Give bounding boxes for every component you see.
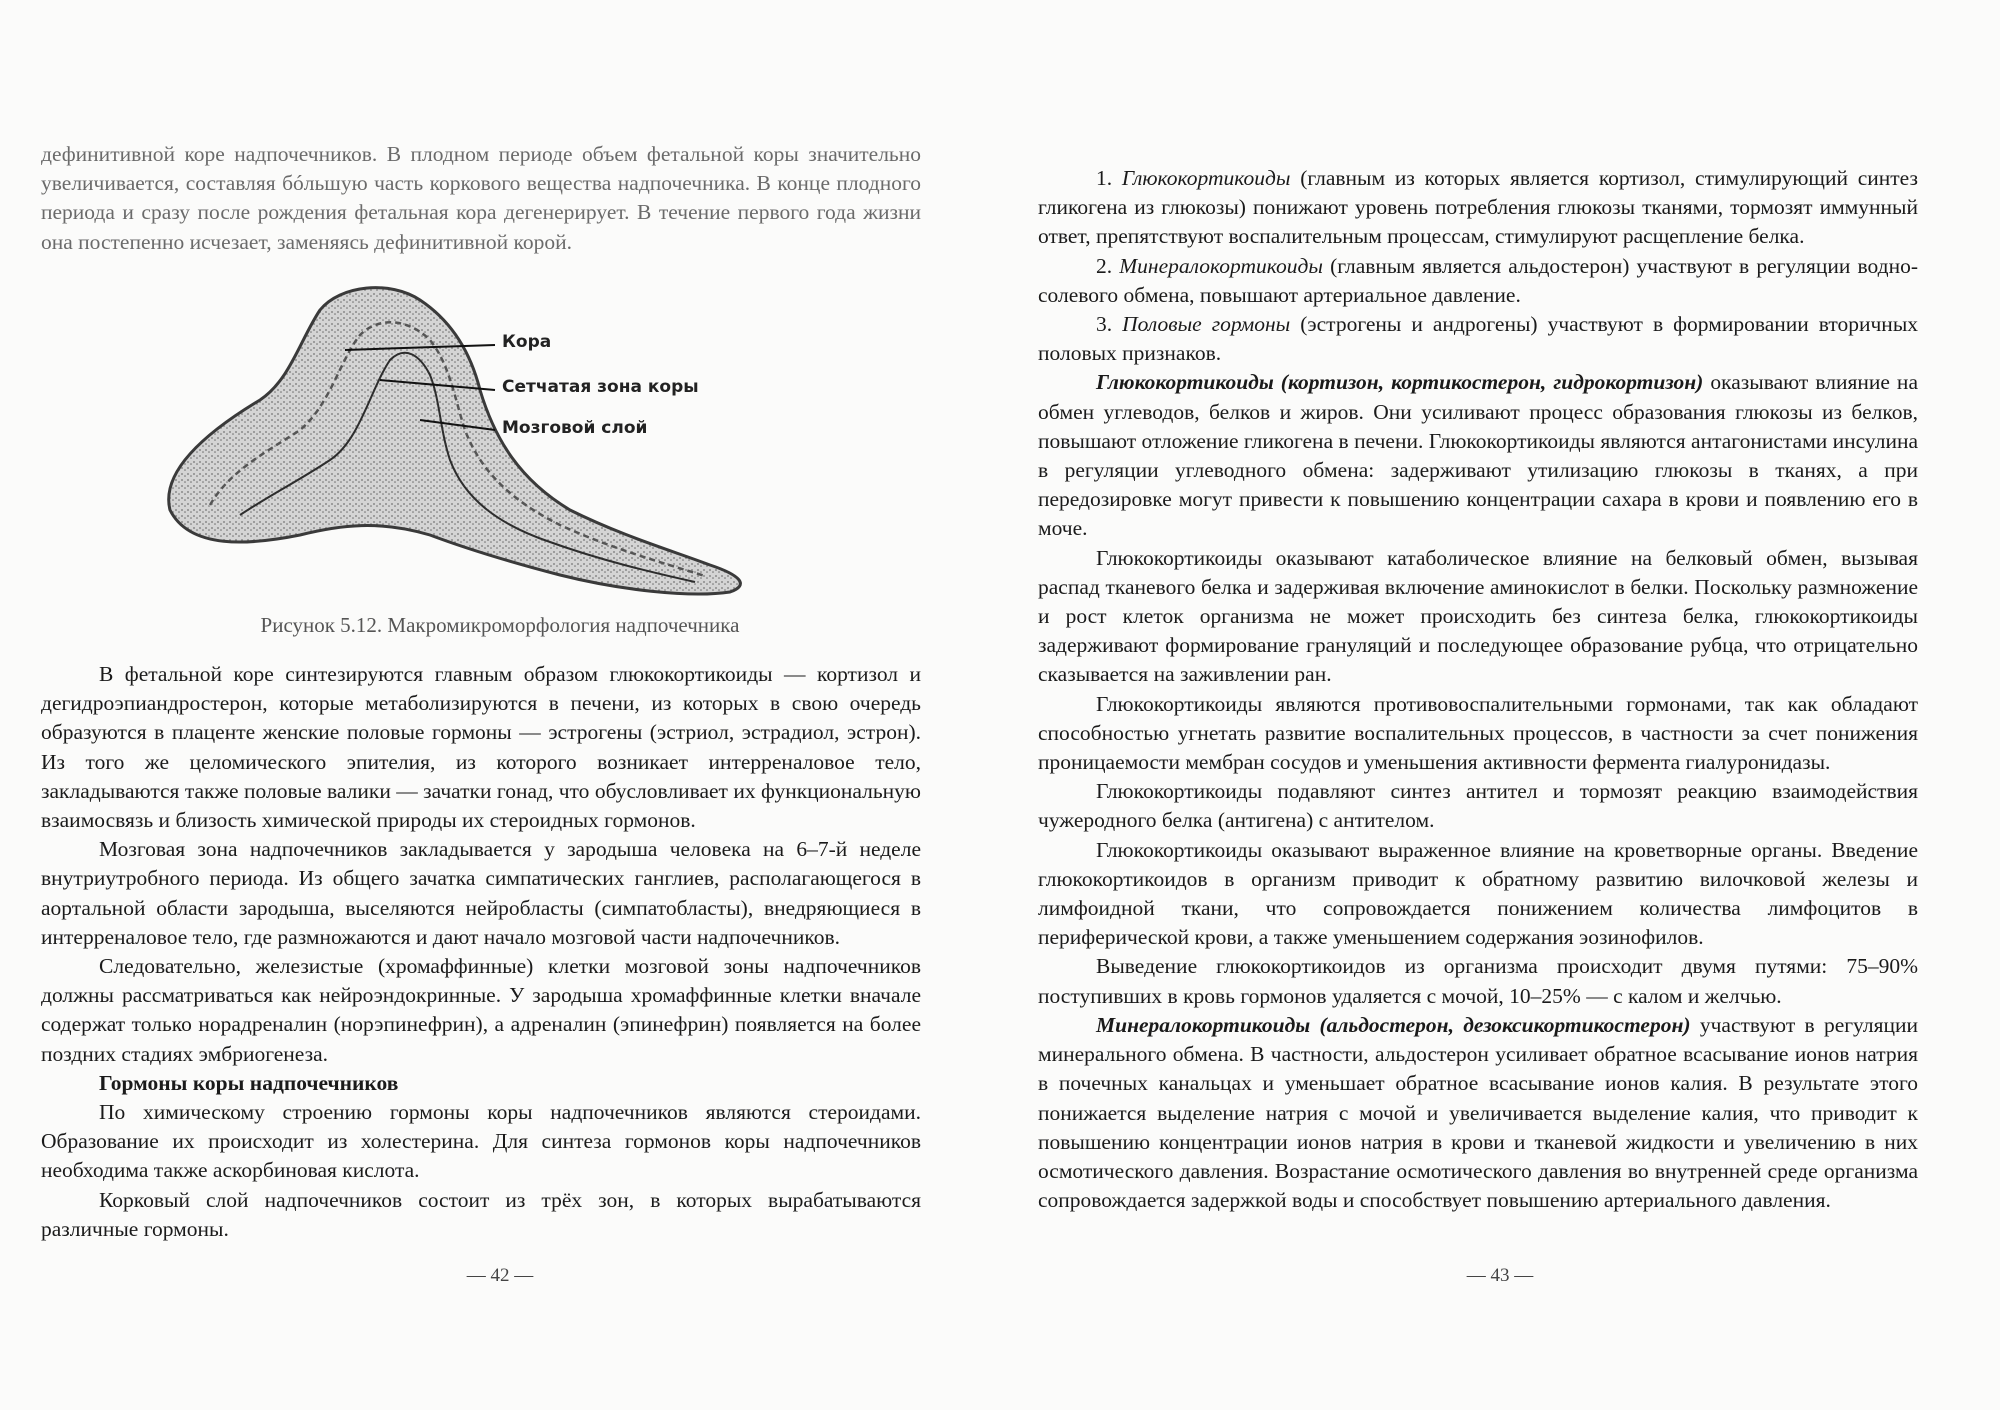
label-medulla: Мозговой слой [502, 418, 648, 438]
left-body-text [41, 660, 921, 1244]
list-item-sex-hormones [1038, 310, 1918, 368]
list-number: 2. [1096, 253, 1113, 278]
figure-caption: Рисунок 5.12. Макромикроморфология надпочечника [260, 613, 740, 637]
adrenal-illustration [150, 280, 810, 600]
adrenal-outer-shape [169, 288, 741, 594]
list-number: 1. [1096, 166, 1113, 190]
right-body-text [1038, 164, 1918, 1215]
paragraph-fetal-cortex: В фетальной коре синтезируются главным образом глюкокортикоиды — кортизол и дегидроэпиандростерон, которые метаболизируются в печени, из которых в свою очередь образуются в плаценте женские половые гормоны — эстрогены (эстриол, эстрадиол, эстрон). Из того же целомического эпителия, из которого возникает интерреналовое тело, закладываются также половые валики — зачатки гонад, что обусловливает их функциональную взаимосвязь и близость химической природы их стероидных гормонов. [41, 662, 921, 833]
paragraph-excretion: Выведение глюкокортикоидов из организма происходит двумя путями: 75–90% поступивших в кровь гормонов удаляется с мочой, 10–25% — с калом и желчью. [1038, 954, 1918, 1008]
bold-term-mineralocorticoids: Минералокортикоиды (альдостерон, дезоксикортикостерон) [1096, 1012, 1691, 1037]
paragraph-text: участвуют в регуляции минерального обмена. В частности, альдостерон усиливает обратное всасывание ионов натрия в почечных канальцах и уменьшает обратное всасывание ионов калия. В результате этого понижается выделение натрия с мочой и увеличивается выделение калия, что приводит к повышению концентрации ионов натрия в крови и тканевой жидкости и увеличению в них осмотического давления. Возрастание осмотического давления во внутренней среде организма сопровождается задержкой воды и способствует повышению артериального давления. [1038, 1012, 1918, 1213]
term-glucocorticoids: Глюкокортикоиды [1121, 166, 1291, 190]
section-heading: Гормоны коры надпочечников [99, 1070, 399, 1095]
list-item-glucocorticoids [1038, 164, 1918, 252]
paragraph-text: оказывают влияние на обмен углеводов, белков и жиров. Они усиливают процесс образования глюкозы из белков, повышают отложение гликогена в печени. Глюкокортикоиды являются антагонистами инсулина в регуляции углеводного обмена: задерживают утилизацию глюкозы в тканях, а при передозировке могут привести к повышению концентрации сахара в крови и появлению его в моче. [1038, 370, 1918, 541]
page-number-right: — 43 — [1466, 1265, 1534, 1286]
paragraph-catabolic: Глюкокортикоиды оказывают катаболическое влияние на белковый обмен, вызывая распад тканевого белка и задерживая включение аминокислот в белки. Поскольку размножение и рост клеток организма не может происходить без синтеза белка, глюкокортикоиды задерживают формирование грануляций и последующее образование рубца, что отрицательно сказывается на заживлении ран. [1038, 545, 1918, 687]
paragraph-mineralocorticoids [1038, 1011, 1918, 1215]
left-intro-paragraph: дефинитивной коре надпочечников. В плодном периоде объем фетальной коры значительно увеличивается, составляя бóльшую часть коркового вещества надпочечника. В конце плодного периода и сразу после рождения фетальная кора дегенерирует. В течение первого года жизни она постепенно исчезает, заменяясь дефинитивной корой. [41, 142, 921, 254]
paragraph-steroids: По химическому строению гормоны коры надпочечников являются стероидами. Образование их происходит из холестерина. Для синтеза гормонов коры надпочечников необходима также аскорбиновая кислота. [41, 1100, 921, 1183]
label-reticular-zone: Сетчатая зона коры [502, 377, 699, 397]
bold-term-glucocorticoids: Глюкокортикоиды (кортизон, кортикостерон, гидрокортизон) [1096, 370, 1704, 395]
paragraph-chromaffin: Следовательно, железистые (хромаффинные) клетки мозговой зоны надпочечников должны рассматриваться как нейроэндокринные. У зародыша хромаффинные клетки вначале содержат только норадреналин (норэпинефрин), а адреналин (эпинефрин) появляется на более поздних стадиях эмбриогенеза. [41, 954, 921, 1066]
term-sex-hormones: Половые гормоны [1122, 312, 1291, 337]
adrenal-figure [150, 280, 810, 600]
list-item-text: (главным является альдостерон) участвуют в регуляции водно-солевого обмена, повышают артериальное давление. [1038, 253, 1919, 307]
paragraph-glucocorticoid-metabolism [1038, 368, 1918, 543]
paragraph-three-zones: Корковый слой надпочечников состоит из трёх зон, в которых вырабатываются различные гормоны. [41, 1187, 921, 1241]
list-item-text: (главным из которых является кортизол, стимулирующий синтез гликогена из глюкозы) понижают уровень потребления глюкозы тканями, тормозят иммунный ответ, препятствуют воспалительным процессам, стимулируют расщепление белка. [1038, 166, 1918, 249]
list-item-text: (эстрогены и андрогены) участвуют в формировании вторичных половых признаков. [1038, 312, 1919, 366]
label-cortex: Кора [502, 332, 552, 352]
page-right [1000, 0, 2000, 1410]
paragraph-medulla-zone: Мозговая зона надпочечников закладывается у зародыша человека на 6–7-й неделе внутриутробного периода. Из общего зачатка симпатических ганглиев, располагающегося в аортальной области зародыша, выселяются нейробласты (симпатобласты), внедряющиеся в интерреналовое тело, где размножаются и дают начало мозговой части надпочечников. [41, 837, 921, 949]
paragraph-hematopoietic: Глюкокортикоиды оказывают выраженное влияние на кроветворные органы. Введение глюкокортикоидов в организм приводит к обратному развитию вилочковой железы и лимфоидной ткани, что сопровождается понижением количества лимфоцитов в периферической крови, а также уменьшением содержания эозинофилов. [1038, 837, 1918, 950]
list-item-mineralocorticoids [1038, 252, 1918, 310]
list-number: 3. [1096, 312, 1113, 337]
page-number-left: — 42 — [466, 1265, 534, 1286]
paragraph-anti-inflammatory: Глюкокортикоиды являются противовоспалительными гормонами, так как обладают способностью угнетать развитие воспалительных процессов, в частности за счет понижения проницаемости мембран сосудов и уменьшения активности фермента гиалуронидазы. [1038, 691, 1918, 775]
term-mineralocorticoids: Минералокортикоиды [1119, 253, 1323, 278]
paragraph-antibodies: Глюкокортикоиды подавляют синтез антител и тормозят реакцию взаимодействия чужеродного белка (антигена) с антителом. [1038, 779, 1918, 833]
left-top-text-block [41, 140, 921, 257]
